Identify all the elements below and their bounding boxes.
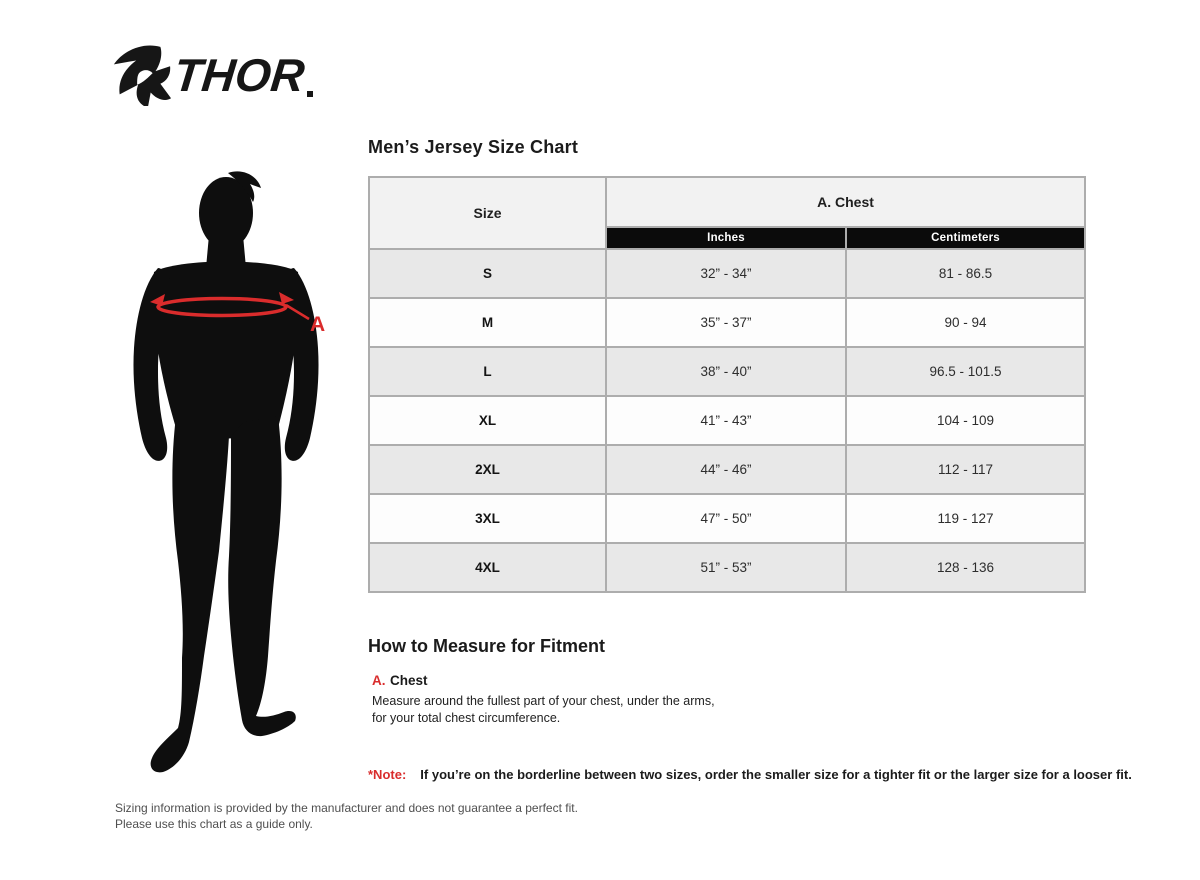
measurement-instruction-title bbox=[372, 672, 742, 690]
size-cell: XL bbox=[369, 396, 606, 445]
chest-measurement-label: A bbox=[310, 313, 326, 336]
inches-cell: 32” - 34” bbox=[606, 249, 846, 298]
column-header-chest: A. Chest bbox=[606, 177, 1085, 227]
sizing-note bbox=[368, 767, 1132, 782]
measurement-description: Measure around the fullest part of your chest, under the arms, for your total chest circumference. bbox=[372, 694, 715, 725]
how-to-measure-heading: How to Measure for Fitment bbox=[368, 636, 606, 656]
centimeters-cell: 119 - 127 bbox=[846, 494, 1085, 543]
size-cell: 3XL bbox=[369, 494, 606, 543]
brand-logo bbox=[110, 44, 313, 106]
size-cell: S bbox=[369, 249, 606, 298]
size-chart-title: Men’s Jersey Size Chart bbox=[368, 137, 579, 157]
size-chart-table bbox=[368, 176, 1086, 593]
table-row bbox=[369, 298, 1085, 347]
table-row bbox=[369, 445, 1085, 494]
column-header-centimeters: Centimeters bbox=[846, 227, 1085, 249]
size-cell: M bbox=[369, 298, 606, 347]
note-text: If you’re on the borderline between two sizes, order the smaller size for a tighter fit or the larger size for a looser fit. bbox=[420, 767, 1132, 782]
measurement-key: A. bbox=[372, 673, 386, 688]
inches-cell: 38” - 40” bbox=[606, 347, 846, 396]
table-row bbox=[369, 543, 1085, 592]
size-table-body bbox=[369, 249, 1085, 592]
size-cell: 4XL bbox=[369, 543, 606, 592]
measurement-figure bbox=[112, 166, 352, 778]
footer-line-2: Please use this chart as a guide only. bbox=[115, 817, 313, 832]
silhouette-torso bbox=[153, 262, 299, 439]
centimeters-cell: 81 - 86.5 bbox=[846, 249, 1085, 298]
table-row bbox=[369, 494, 1085, 543]
column-header-inches: Inches bbox=[606, 227, 846, 249]
table-row bbox=[369, 396, 1085, 445]
centimeters-cell: 112 - 117 bbox=[846, 445, 1085, 494]
footer-disclaimer bbox=[115, 800, 578, 832]
measurement-name: Chest bbox=[389, 673, 428, 688]
table-row bbox=[369, 347, 1085, 396]
centimeters-cell: 104 - 109 bbox=[846, 396, 1085, 445]
inches-cell: 35” - 37” bbox=[606, 298, 846, 347]
footer-line-1: Sizing information is provided by the manufacturer and does not guarantee a perfect fit. bbox=[115, 801, 578, 815]
logo-dot bbox=[307, 91, 313, 97]
centimeters-cell: 90 - 94 bbox=[846, 298, 1085, 347]
inches-cell: 41” - 43” bbox=[606, 396, 846, 445]
size-cell: L bbox=[369, 347, 606, 396]
note-label: *Note: bbox=[368, 767, 407, 782]
inches-cell: 51” - 53” bbox=[606, 543, 846, 592]
brand-wordmark: THOR bbox=[171, 49, 308, 101]
measurement-instruction-chest bbox=[372, 672, 742, 727]
thor-ram-icon bbox=[110, 44, 172, 106]
centimeters-cell: 128 - 136 bbox=[846, 543, 1085, 592]
table-row bbox=[369, 249, 1085, 298]
inches-cell: 47” - 50” bbox=[606, 494, 846, 543]
column-header-size: Size bbox=[369, 177, 606, 249]
size-cell: 2XL bbox=[369, 445, 606, 494]
male-silhouette-illustration bbox=[112, 166, 352, 778]
centimeters-cell: 96.5 - 101.5 bbox=[846, 347, 1085, 396]
inches-cell: 44” - 46” bbox=[606, 445, 846, 494]
